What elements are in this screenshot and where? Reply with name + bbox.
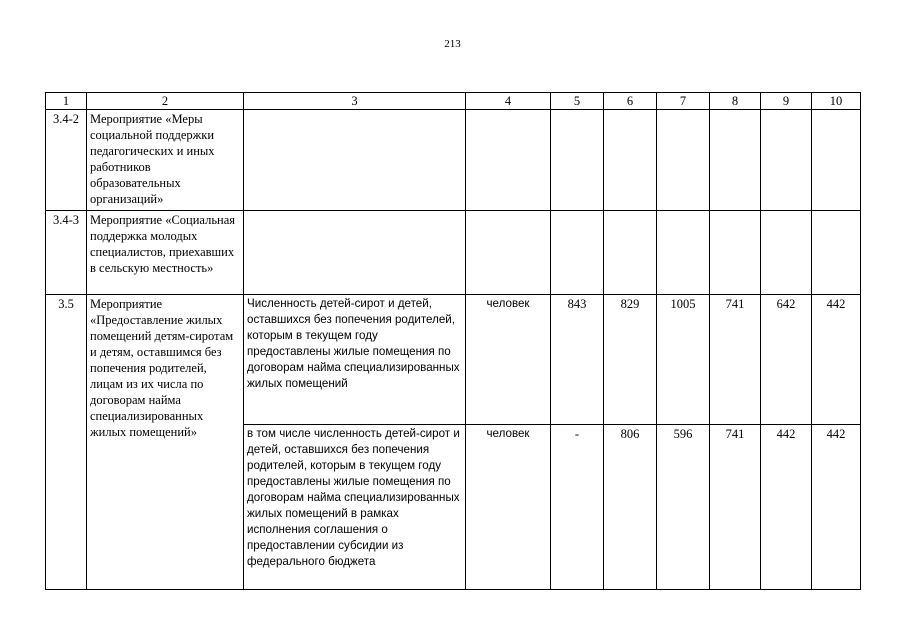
column-number: 7 [657,93,710,110]
column-number: 9 [761,93,812,110]
indicator-value: 442 [812,295,861,425]
value-cell [761,211,812,295]
row-number: 3.4-2 [46,110,87,211]
row-number: 3.4-3 [46,211,87,295]
column-number: 3 [244,93,466,110]
unit-of-measure: человек [466,425,551,590]
indicator-name: в том числе численность детей-сирот и детей, оставшихся без попечения родителей, которым в текущем году предоставлены жилые помещения по договорам найма специализированных жилых помещений в рамках исполнения соглашения о предоставлении субсидии из федерального бюджета [244,425,466,590]
value-cell [657,211,710,295]
indicator-value: 1005 [657,295,710,425]
value-cell [551,211,604,295]
value-cell [604,110,657,211]
indicator-cell [244,211,466,295]
indicator-name: Численность детей-сирот и детей, оставшихся без попечения родителей, которым в текущем году предоставлены жилые помещения по договорам найма специализированных жилых помещений [244,295,466,425]
page-number: 213 [444,38,461,50]
value-cell [812,211,861,295]
column-number: 1 [46,93,87,110]
indicator-value: 741 [710,295,761,425]
row-number: 3.5 [46,295,87,590]
table-row [46,211,861,295]
indicator-value: 806 [604,425,657,590]
column-number: 2 [87,93,244,110]
program-indicators-table [45,92,861,590]
value-cell [761,110,812,211]
indicator-cell [244,110,466,211]
event-name: Мероприятие «Предоставление жилых помещений детям-сиротам и детям, оставшимся без попечения родителей, лицам из их числа по договорам найма специализированных жилых помещений» [87,295,244,590]
indicator-value: 829 [604,295,657,425]
column-number: 4 [466,93,551,110]
value-cell [604,211,657,295]
indicator-value: 442 [761,425,812,590]
indicator-value: - [551,425,604,590]
indicator-value: 741 [710,425,761,590]
event-name: Мероприятие «Социальная поддержка молодых специалистов, приехавших в сельскую местность» [87,211,244,295]
value-cell [812,110,861,211]
table-row [46,295,861,425]
indicator-value: 596 [657,425,710,590]
indicator-value: 642 [761,295,812,425]
unit-cell [466,110,551,211]
event-name: Мероприятие «Меры социальной поддержки педагогических и иных работников образовательных организаций» [87,110,244,211]
column-number: 5 [551,93,604,110]
unit-cell [466,211,551,295]
column-number: 6 [604,93,657,110]
table-row [46,110,861,211]
value-cell [551,110,604,211]
unit-of-measure: человек [466,295,551,425]
value-cell [657,110,710,211]
column-number: 10 [812,93,861,110]
indicator-value: 442 [812,425,861,590]
indicator-value: 843 [551,295,604,425]
value-cell [710,110,761,211]
value-cell [710,211,761,295]
column-number-header-row [46,93,861,110]
column-number: 8 [710,93,761,110]
